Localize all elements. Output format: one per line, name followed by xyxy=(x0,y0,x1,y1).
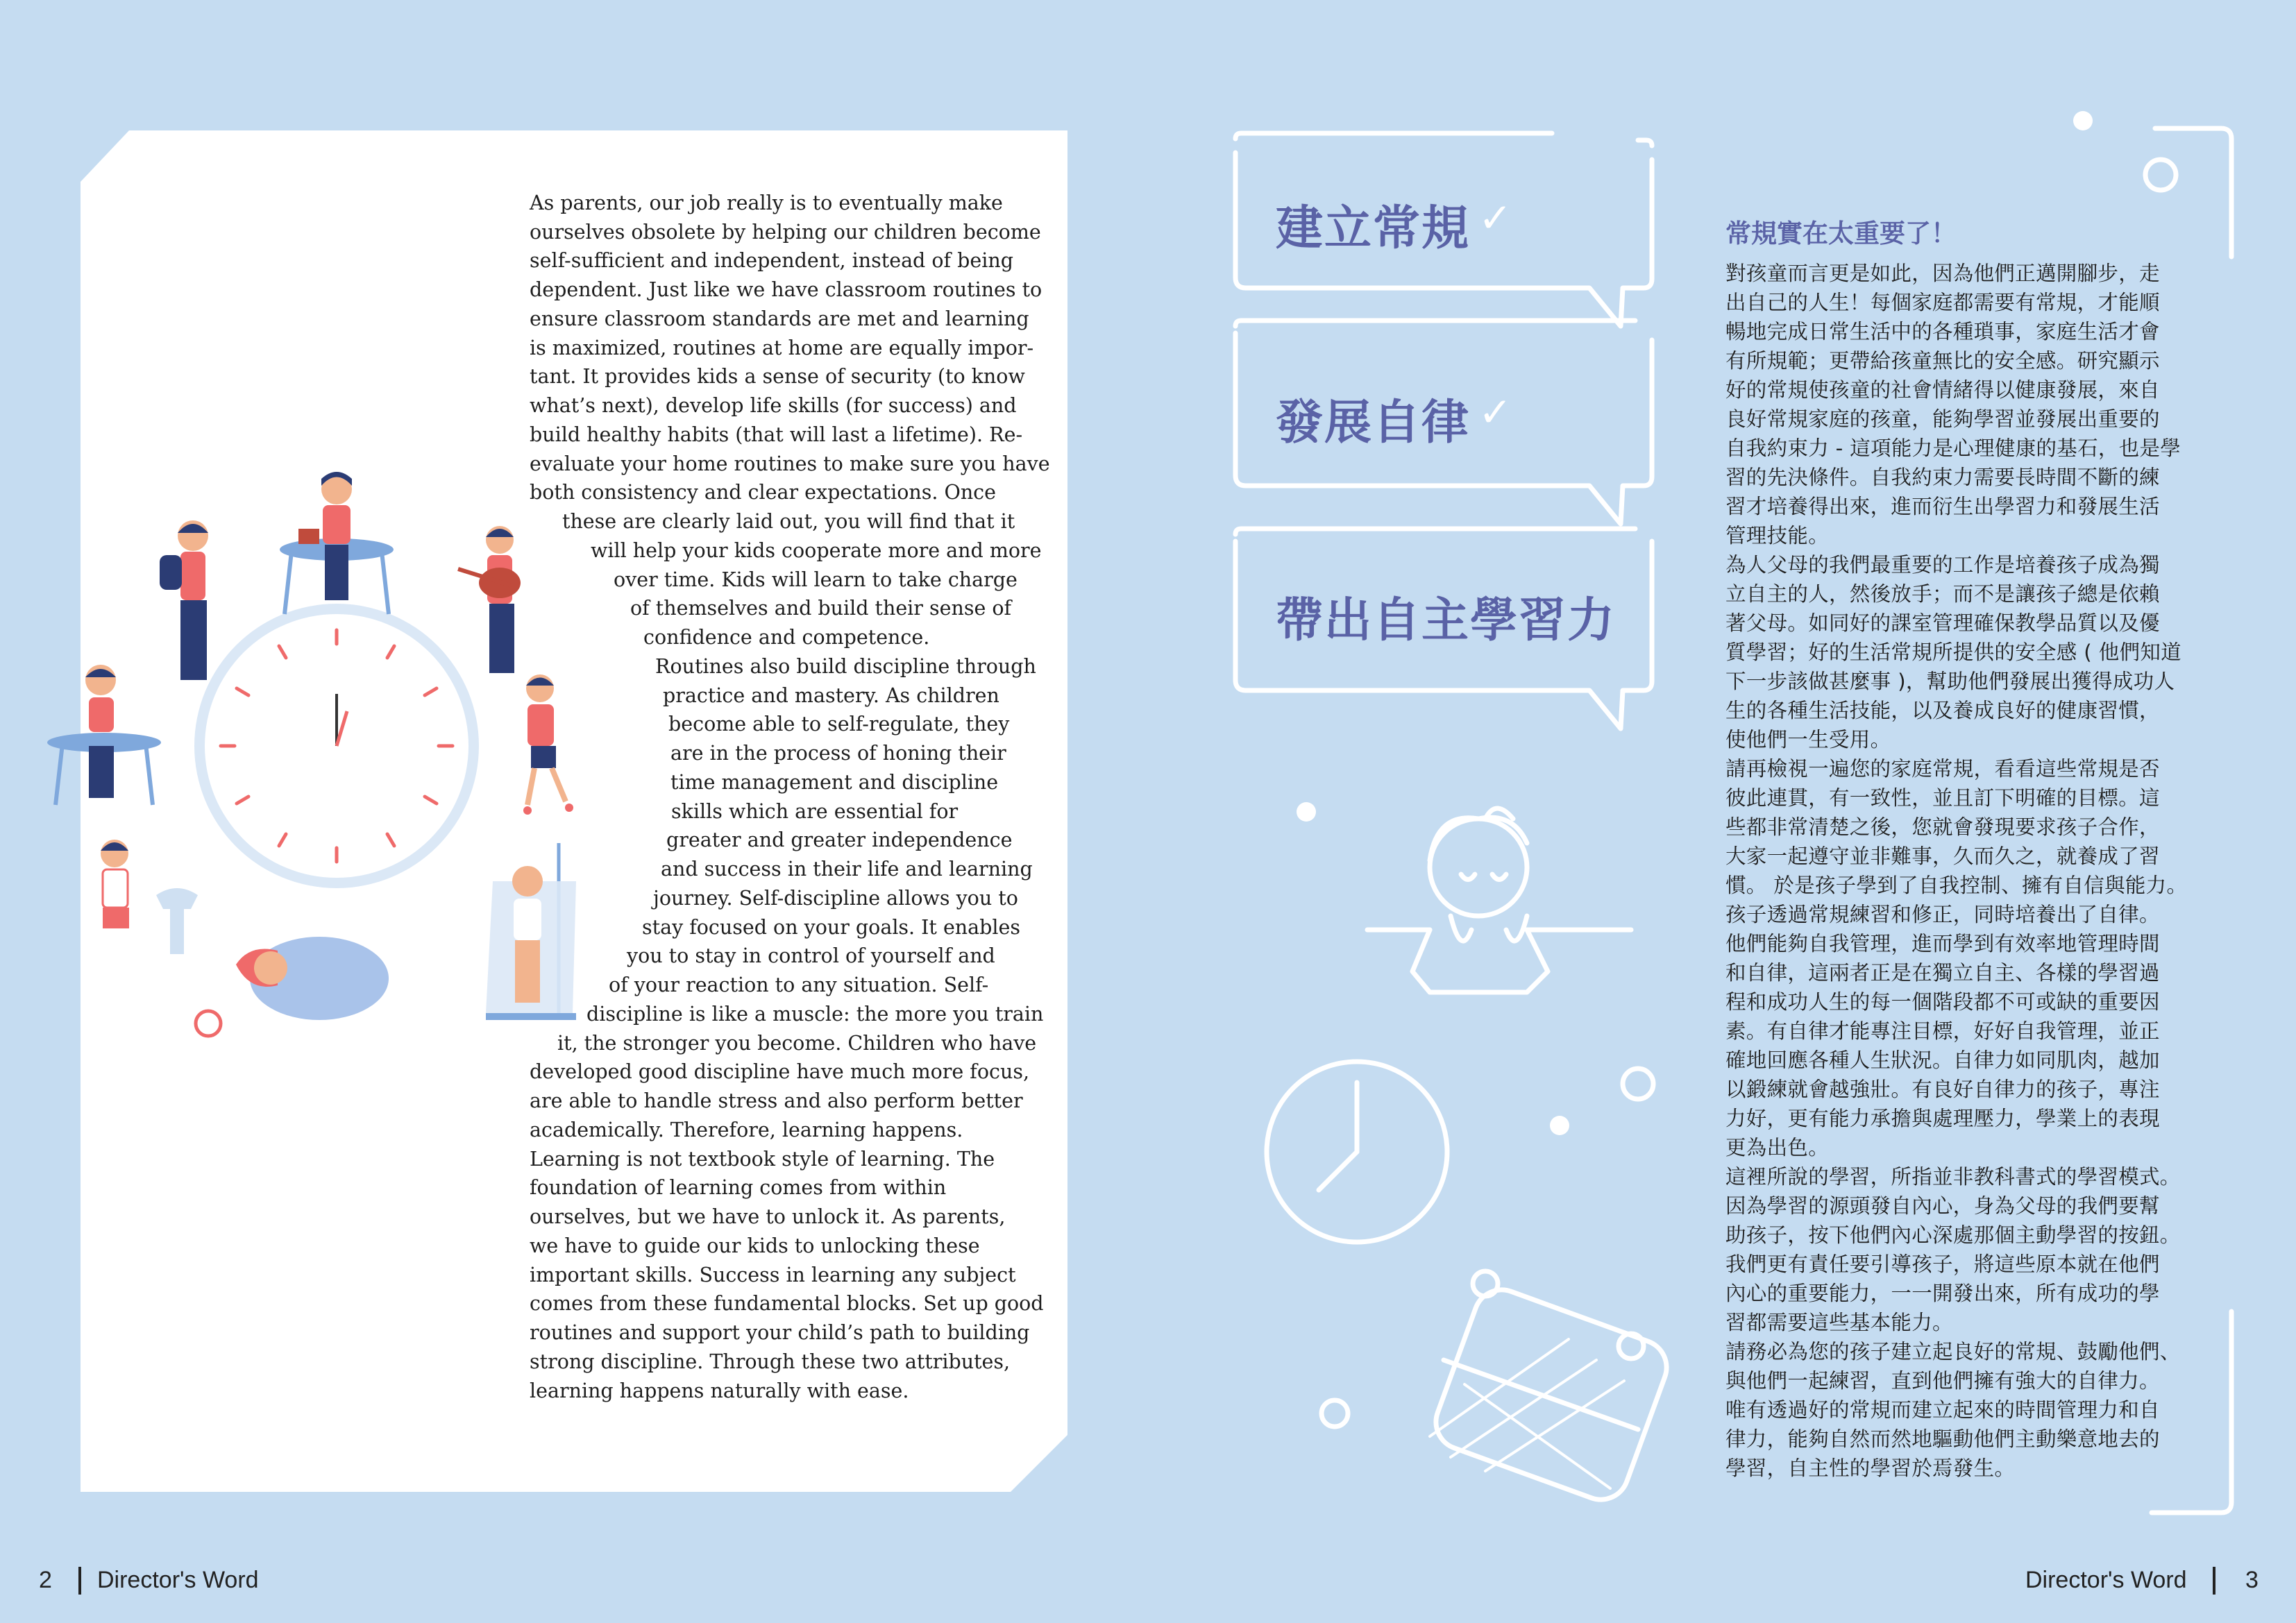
body-line: 下一步該做甚麼事 )，幫助他們發展出獲得成功人 xyxy=(1725,670,2175,693)
body-line: greater and greater independence xyxy=(666,829,1013,851)
child-showering-figure xyxy=(486,843,576,1020)
body-line: skills which are essential for xyxy=(671,800,959,823)
body-line: foundation of learning comes from within xyxy=(530,1176,947,1199)
body-line: 與他們一起練習，直到他們擁有強大的自律力。 xyxy=(1725,1369,2160,1393)
body-line: Learning is not textbook style of learning. The xyxy=(530,1148,995,1171)
footer-divider xyxy=(2213,1567,2215,1595)
body-line: 些都非常清楚之後，您就會發現要求孩子合作， xyxy=(1725,815,2160,839)
child-reading-figure xyxy=(280,472,394,614)
bubble-label-routine: 建立常規 xyxy=(1276,201,1471,256)
footer-divider xyxy=(78,1567,81,1595)
footer-section-right: Director's Word xyxy=(2025,1567,2187,1593)
routine-illustration xyxy=(42,465,604,1062)
body-line: tant. It provides kids a sense of security (to know xyxy=(530,365,1025,388)
body-line: we have to guide our kids to unlocking these xyxy=(530,1234,980,1257)
body-line: academically. Therefore, learning happens. xyxy=(530,1119,963,1141)
footer-section-left: Director's Word xyxy=(97,1567,259,1593)
body-line: 習才培養得出來，進而衍生出學習力和發展生活 xyxy=(1725,495,2160,518)
body-line: what’s next), develop life skills (for success) and xyxy=(530,394,1017,417)
body-line: self-sufficient and independent, instead of being xyxy=(530,249,1013,272)
body-line: it, the stronger you become. Children who have xyxy=(557,1032,1037,1055)
body-line: 請再檢視一遍您的家庭常規，看看這些常規是否 xyxy=(1725,757,2160,781)
body-line: are in the process of honing their xyxy=(670,742,1006,765)
body-line: 更為出色。 xyxy=(1725,1136,1830,1159)
body-line: will help your kids cooperate more and more xyxy=(591,539,1042,562)
body-line: 程和成功人生的每一個階段都不可或缺的重要因 xyxy=(1725,990,2160,1014)
body-line: confidence and competence. xyxy=(643,626,930,649)
body-line: build healthy habits (that will last a lifetime). Re- xyxy=(530,423,1023,446)
body-line: of your reaction to any situation. Self- xyxy=(609,974,989,996)
body-line: 著父母。如同好的課室管理確保教學品質以及優 xyxy=(1725,611,2160,635)
body-line: 好的常規使孩童的社會情緒得以健康發展，來自 xyxy=(1725,378,2160,402)
body-line: journey. Self-discipline allows you to xyxy=(653,887,1018,910)
body-line: 唯有透過好的常規而建立起來的時間管理力和自 xyxy=(1725,1398,2160,1422)
body-line: 學習，自主性的學習於焉發生。 xyxy=(1725,1456,2016,1480)
child-brushing-figure xyxy=(101,840,198,954)
body-line: 請務必為您的孩子建立起良好的常規、鼓勵他們、 xyxy=(1725,1340,2181,1363)
child-skating-figure xyxy=(523,674,573,815)
body-line: 力好，更有能力承擔與處理壓力，學業上的表現 xyxy=(1725,1107,2160,1130)
body-line: 良好常規家庭的孩童，能夠學習並發展出重要的 xyxy=(1725,407,2160,431)
body-line: comes from these fundamental blocks. Set up good xyxy=(530,1292,1044,1315)
body-line: important skills. Success in learning any subject xyxy=(530,1264,1016,1286)
body-line: ourselves, but we have to unlock it. As parents, xyxy=(530,1205,1006,1228)
body-line: 有所規範；更帶給孩童無比的安全感。研究顯示 xyxy=(1725,349,2160,373)
body-line: 習都需要這些基本能力。 xyxy=(1725,1311,1953,1334)
body-line: time management and discipline xyxy=(670,771,999,794)
body-line: 確地回應各種人生狀況。自律力如同肌肉，越加 xyxy=(1725,1048,2160,1072)
body-line: 這裡所說的學習，所指並非教科書式的學習模式。 xyxy=(1725,1165,2181,1189)
body-line: 和自律，這兩者正是在獨立自主、各樣的學習過 xyxy=(1725,961,2160,985)
body-line: 使他們一生受用。 xyxy=(1725,728,1891,751)
body-line: these are clearly laid out, you will find that it xyxy=(562,510,1015,533)
body-line: 大家一起遵守並非難事，久而久之，就養成了習 xyxy=(1725,844,2160,868)
body-line: 因為學習的源頭發自內心，身為父母的我們要幫 xyxy=(1725,1194,2160,1218)
body-line: 立自主的人，然後放手；而不是讓孩子總是依賴 xyxy=(1725,582,2160,606)
body-line: 質學習；好的生活常規所提供的安全感 ( 他們知道 xyxy=(1725,640,2181,664)
calendar-icon xyxy=(1428,1271,1675,1507)
body-line: dependent. Just like we have classroom routines to xyxy=(530,278,1043,301)
clock-icon xyxy=(194,604,479,888)
body-line: 彼此連貫，有一致性，並且訂下明確的目標。這 xyxy=(1725,786,2160,810)
body-line: 孩子透過常規練習和修正，同時培養出了自律。 xyxy=(1725,903,2160,926)
body-line: become able to self-regulate, they xyxy=(668,713,1010,736)
body-line: 以鍛練就會越強壯。有良好自律力的孩子，專注 xyxy=(1725,1078,2160,1101)
child-backpack-figure xyxy=(160,520,208,680)
body-line: 生的各種生活技能，以及養成良好的健康習慣， xyxy=(1725,699,2160,722)
body-line: 助孩子，按下他們內心深處那個主動學習的按鈕。 xyxy=(1725,1223,2181,1247)
body-line: evaluate your home routines to make sure you have xyxy=(530,452,1050,475)
body-line: Routines also build discipline through xyxy=(655,655,1036,678)
body-line: ensure classroom standards are met and learning xyxy=(530,307,1029,330)
body-line: practice and mastery. As children xyxy=(663,684,999,707)
page-number-left: 2 xyxy=(39,1567,52,1593)
body-line: 暢地完成日常生活中的各種瑣事，家庭生活才會 xyxy=(1725,320,2160,343)
clock-outline-icon xyxy=(1267,1062,1447,1242)
check-icon: ✓ xyxy=(1478,194,1512,241)
body-line: 習的先決條件。自我約束力需要長時間不斷的練 xyxy=(1725,466,2160,489)
body-line: 素。有自律才能專注目標，好好自我管理，並正 xyxy=(1725,1019,2160,1043)
body-line: and success in their life and learning xyxy=(661,858,1033,881)
body-line: 管理技能。 xyxy=(1725,524,1830,547)
body-line: 律力，能夠自然而然地驅動他們主動樂意地去的 xyxy=(1725,1427,2160,1451)
body-line: As parents, our job really is to eventually make xyxy=(530,192,1003,214)
body-line: stay focused on your goals. It enables xyxy=(642,916,1021,939)
body-line: strong discipline. Through these two attributes, xyxy=(530,1350,1011,1373)
body-line: 他們能夠自我管理，進而學到有效率地管理時間 xyxy=(1725,932,2160,955)
child-guitar-figure xyxy=(458,526,521,673)
body-line: 我們更有責任要引導孩子，將這些原本就在他們 xyxy=(1725,1252,2160,1276)
child-eating-figure xyxy=(47,665,161,805)
body-line: 為人父母的我們最重要的工作是培養孩子成為獨 xyxy=(1725,553,2160,577)
body-line: 內心的重要能力，一一開發出來，所有成功的學 xyxy=(1725,1282,2160,1305)
body-line: of themselves and build their sense of xyxy=(630,597,1012,620)
body-line: 慣。 於是孩子學到了自我控制、擁有自信與能力。 xyxy=(1725,874,2188,897)
body-line: is maximized, routines at home are equally impor- xyxy=(530,337,1034,359)
body-line: developed good discipline have much more focus, xyxy=(530,1060,1030,1083)
page-number-right: 3 xyxy=(2245,1567,2259,1593)
body-line: discipline is like a muscle: the more you train xyxy=(586,1003,1044,1026)
body-line: learning happens naturally with ease. xyxy=(530,1379,909,1402)
body-line: ourselves obsolete by helping our children become xyxy=(530,221,1041,244)
body-line: 對孩童而言更是如此，因為他們正邁開腳步，走 xyxy=(1725,262,2160,285)
bubble-label-discipline: 發展自律 xyxy=(1276,396,1471,450)
bubble-label-learning: 帶出自主學習力 xyxy=(1276,593,1617,648)
check-icon: ✓ xyxy=(1478,389,1512,436)
body-line: both consistency and clear expectations. Once xyxy=(530,481,997,504)
child-face-icon xyxy=(1367,808,1631,992)
child-sleeping-figure xyxy=(196,937,389,1036)
body-line: routines and support your child’s path to building xyxy=(530,1321,1030,1344)
section-heading: 常規實在太重要了！ xyxy=(1725,219,1957,248)
body-line: 自我約束力 - 這項能力是心理健康的基石，也是學 xyxy=(1725,436,2181,460)
body-line: 出自己的人生！每個家庭都需要有常規，才能順 xyxy=(1725,291,2160,314)
body-line: over time. Kids will learn to take charge xyxy=(614,568,1018,591)
body-line: are able to handle stress and also perform better xyxy=(530,1089,1023,1112)
body-line: you to stay in control of yourself and xyxy=(627,944,995,967)
